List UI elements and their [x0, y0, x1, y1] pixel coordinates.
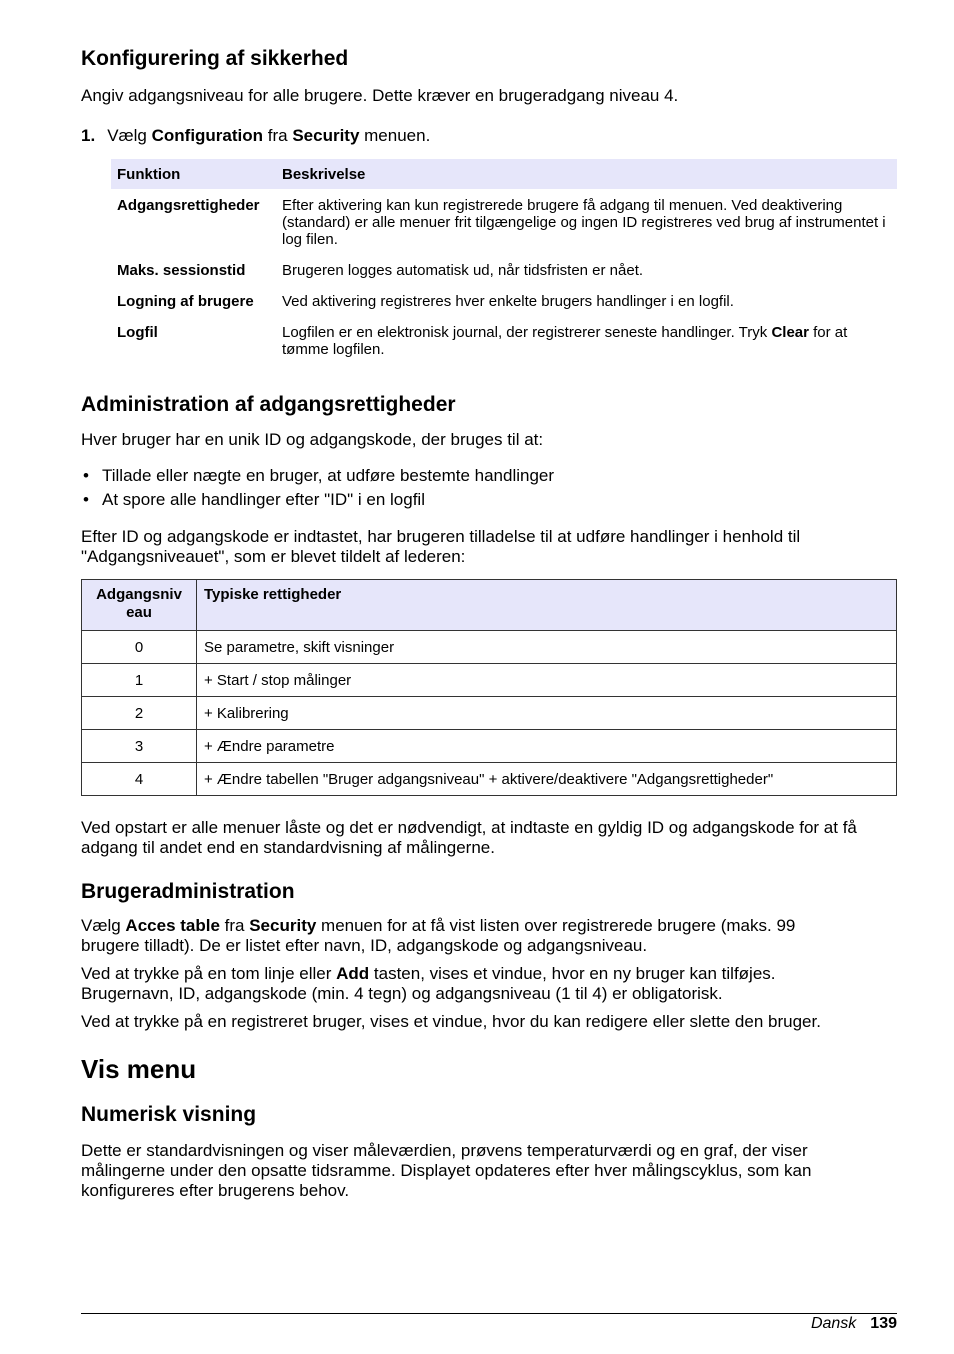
- clear-key: Clear: [771, 324, 809, 341]
- rights-cell: Se parametre, skift visninger: [197, 631, 897, 664]
- page-number: 139: [870, 1315, 897, 1332]
- section-heading-access: Administration af adgangsrettigheder: [81, 393, 456, 416]
- list-item-text: At spore alle handlinger efter "ID" i en logfil: [102, 490, 425, 509]
- access-table-header: [82, 580, 897, 631]
- security-intro: Angiv adgangsniveau for alle brugere. Dette kræver en brugeradgang niveau 4.: [81, 86, 679, 105]
- row-key: Adgangsrettigheder: [117, 197, 260, 214]
- users-para-2: [81, 964, 851, 1004]
- step-text-pre: Vælg: [107, 126, 152, 145]
- function-table: [111, 159, 897, 364]
- step-text-post: menuen.: [359, 126, 431, 145]
- list-item: [81, 466, 554, 490]
- bullet-icon: •: [83, 466, 89, 485]
- table-row: [82, 664, 897, 697]
- logfil-desc-pre: Logfilen er en elektronisk journal, der registrerer seneste handlinger. Tryk: [282, 324, 772, 341]
- header-adgangsniveau: Adgangsniv eau: [82, 580, 197, 631]
- step-1: [81, 126, 430, 146]
- footer: [811, 1314, 897, 1334]
- access-para: Efter ID og adgangskode er indtastet, har brugeren tilladelse til at udføre handlinger i henhold til "Adgangsniveauet", som er blevet tildelt af lederen:: [81, 527, 801, 566]
- function-table-header: [111, 159, 897, 189]
- users-p1-mid: fra: [219, 916, 250, 935]
- users-p2-post: tasten, vises et vindue, hvor en ny bruger kan tilføjes. Brugernavn, ID, adgangskode (min. 4 tegn) og adgangsniveau (1 til 4) er obligatorisk.: [81, 964, 776, 1003]
- access-level-table: [81, 579, 897, 796]
- list-item-text: Tillade eller nægte en bruger, at udføre bestemte handlinger: [102, 466, 555, 485]
- table-row: [111, 285, 897, 316]
- acces-table-term: Acces table: [125, 916, 220, 935]
- header-funktion: Funktion: [111, 159, 276, 189]
- header-beskrivelse: Beskrivelse: [276, 159, 897, 189]
- row-desc: Ved aktivering registreres hver enkelte brugers handlinger i en logfil.: [282, 293, 734, 310]
- step-number: 1.: [81, 126, 96, 145]
- row-desc: Efter aktivering kan kun registrerede brugere få adgang til menuen. Ved deaktivering (standard) er alle menuer frit tilgængelige og ingen ID registreres ved brug af instrumentet i log filen.: [282, 197, 886, 248]
- row-key: Maks. sessionstid: [117, 262, 246, 279]
- level-cell: 3: [82, 730, 197, 763]
- footer-language: Dansk: [810, 1315, 857, 1332]
- logfil-desc-post: for at tømme logfilen.: [282, 324, 848, 358]
- security-term: Security: [249, 916, 317, 935]
- step-text-mid: fra: [263, 126, 293, 145]
- access-bullet-list: [81, 466, 554, 514]
- list-item: [81, 490, 554, 514]
- access-intro: Hver bruger har en unik ID og adgangskode, der bruges til at:: [81, 430, 544, 449]
- users-p1-pre: Vælg: [81, 916, 126, 935]
- users-para-1: [81, 916, 826, 956]
- level-cell: 1: [82, 664, 197, 697]
- table-row: [82, 697, 897, 730]
- row-desc: [276, 316, 897, 364]
- rights-cell: + Ændre tabellen "Bruger adgangsniveau" + aktivere/deaktivere "Adgangsrettigheder": [197, 763, 897, 796]
- level-cell: 2: [82, 697, 197, 730]
- table-row: [111, 189, 897, 254]
- header-typiske-rettigheder: Typiske rettigheder: [197, 580, 897, 631]
- level-cell: 4: [82, 763, 197, 796]
- rights-cell: + Kalibrering: [197, 697, 897, 730]
- table-row: [111, 254, 897, 285]
- numerisk-para: Dette er standardvisningen og viser måleværdien, prøvens temperaturværdi og en graf, der viser målingerne under den opsatte tidsramme. Displayet opdateres efter hver målingscyklus, som kan konfigureres efter brugerens behov.: [81, 1141, 812, 1200]
- step-configuration: Configuration: [151, 126, 264, 145]
- section-heading-numerisk-visning: Numerisk visning: [81, 1103, 257, 1126]
- level-cell: 0: [82, 631, 197, 664]
- table-row: [82, 631, 897, 664]
- footer-divider: [81, 1313, 897, 1314]
- users-p1-post: menuen for at få vist listen over registrerede brugere (maks. 99 brugere tilladt). De er listet efter navn, ID, adgangskode og adgangsniveau.: [81, 916, 796, 955]
- table-row: [82, 730, 897, 763]
- access-after-para: Ved opstart er alle menuer låste og det er nødvendigt, at indtaste en gyldig ID og adgangskode for at få adgang til andet end en standardvisning af målingerne.: [81, 818, 857, 857]
- section-heading-security: Konfigurering af sikkerhed: [81, 47, 349, 70]
- row-key: Logning af brugere: [117, 293, 254, 310]
- add-key: Add: [336, 964, 370, 983]
- step-security: Security: [292, 126, 360, 145]
- section-heading-users: Brugeradministration: [81, 880, 295, 903]
- rights-cell: + Start / stop målinger: [197, 664, 897, 697]
- row-desc: Brugeren logges automatisk ud, når tidsfristen er nået.: [282, 262, 644, 279]
- bullet-icon: •: [83, 490, 89, 509]
- table-row: [111, 316, 897, 364]
- users-para-3: Ved at trykke på en registreret bruger, vises et vindue, hvor du kan redigere eller slette den bruger.: [81, 1012, 821, 1031]
- users-p2-pre: Ved at trykke på en tom linje eller: [81, 964, 337, 983]
- table-row: [82, 763, 897, 796]
- section-heading-vis-menu: Vis menu: [81, 1054, 197, 1084]
- row-key: Logfil: [117, 324, 158, 341]
- rights-cell: + Ændre parametre: [197, 730, 897, 763]
